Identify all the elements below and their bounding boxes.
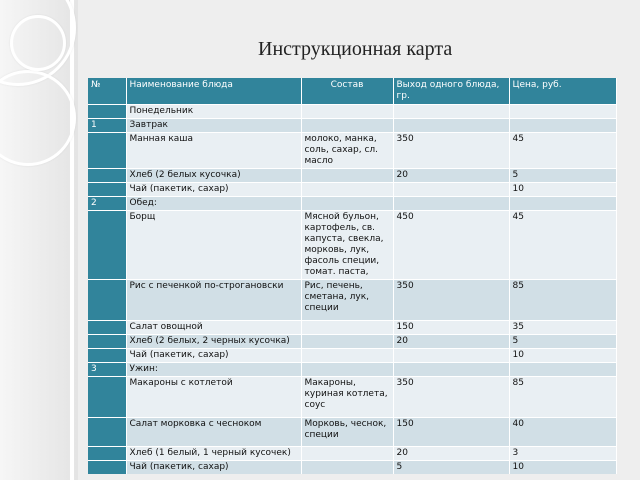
table-row xyxy=(88,461,616,475)
dish-composition: Мясной бульон, картофель, св. капуста, свекла, морковь, лук, фасоль специи, томат. паста, xyxy=(301,211,393,280)
dish-composition xyxy=(301,335,393,349)
table-row xyxy=(88,183,616,197)
dish-name: Хлеб (2 белых кусочка) xyxy=(126,169,301,183)
dish-name: Борщ xyxy=(126,211,301,280)
row-num xyxy=(88,377,126,418)
table-row xyxy=(88,280,616,321)
dish-output: 20 xyxy=(393,335,509,349)
dish-composition xyxy=(301,349,393,363)
dish-output xyxy=(393,183,509,197)
row-num xyxy=(88,418,126,447)
row-num xyxy=(88,169,126,183)
dish-composition xyxy=(301,197,393,211)
table-row xyxy=(88,197,616,211)
dish-output: 450 xyxy=(393,211,509,280)
decorative-line xyxy=(70,0,74,480)
table-row xyxy=(88,418,616,447)
dish-output: 20 xyxy=(393,169,509,183)
dish-composition xyxy=(301,363,393,377)
dish-output: 150 xyxy=(393,321,509,335)
dish-output xyxy=(393,119,509,133)
row-num xyxy=(88,133,126,169)
dish-name: Салат овощной xyxy=(126,321,301,335)
dish-price: 10 xyxy=(509,461,616,475)
dish-price: 45 xyxy=(509,211,616,280)
table-row xyxy=(88,447,616,461)
dish-composition: Морковь, чеснок, специи xyxy=(301,418,393,447)
table-row xyxy=(88,119,616,133)
dish-name: Чай (пакетик, сахар) xyxy=(126,461,301,475)
dish-price: 85 xyxy=(509,280,616,321)
table-row xyxy=(88,211,616,280)
header-composition: Состав xyxy=(301,78,393,105)
dish-name: Манная каша xyxy=(126,133,301,169)
row-num xyxy=(88,335,126,349)
table-row xyxy=(88,169,616,183)
dish-name: Рис с печенкой по-строгановски xyxy=(126,280,301,321)
header-name: Наименование блюда xyxy=(126,78,301,105)
row-num xyxy=(88,105,126,119)
dish-price: 10 xyxy=(509,183,616,197)
dish-price: 3 xyxy=(509,447,616,461)
dish-price: 10 xyxy=(509,349,616,363)
dish-output xyxy=(393,363,509,377)
dish-composition xyxy=(301,461,393,475)
row-num xyxy=(88,447,126,461)
dish-output xyxy=(393,105,509,119)
dish-price xyxy=(509,119,616,133)
header-price: Цена, руб. xyxy=(509,78,616,105)
dish-price: 5 xyxy=(509,169,616,183)
dish-composition: молоко, манка, соль, сахар, сл. масло xyxy=(301,133,393,169)
dish-output xyxy=(393,197,509,211)
dish-price: 85 xyxy=(509,377,616,418)
header-output: Выход одного блюда, гр. xyxy=(393,78,509,105)
row-num xyxy=(88,321,126,335)
header-num: № xyxy=(88,78,126,105)
dish-price xyxy=(509,363,616,377)
dish-composition xyxy=(301,183,393,197)
row-num xyxy=(88,349,126,363)
dish-composition: Рис, печень, сметана, лук, специи xyxy=(301,280,393,321)
dish-name: Салат морковка с чесноком xyxy=(126,418,301,447)
table-header-row xyxy=(88,78,616,105)
menu-table xyxy=(88,78,617,474)
dish-name: Обед: xyxy=(126,197,301,211)
row-num xyxy=(88,461,126,475)
dish-name: Понедельник xyxy=(126,105,301,119)
dish-output: 350 xyxy=(393,280,509,321)
dish-price: 45 xyxy=(509,133,616,169)
dish-composition xyxy=(301,321,393,335)
dish-composition xyxy=(301,105,393,119)
row-num xyxy=(88,183,126,197)
table-row xyxy=(88,321,616,335)
row-num: 1 xyxy=(88,119,126,133)
dish-composition xyxy=(301,447,393,461)
dish-output: 150 xyxy=(393,418,509,447)
table-row xyxy=(88,349,616,363)
table-row xyxy=(88,335,616,349)
dish-price xyxy=(509,197,616,211)
row-num xyxy=(88,211,126,280)
dish-output: 5 xyxy=(393,461,509,475)
dish-name: Чай (пакетик, сахар) xyxy=(126,183,301,197)
dish-name: Чай (пакетик, сахар) xyxy=(126,349,301,363)
page-title: Инструкционная карта xyxy=(258,38,453,60)
table-row xyxy=(88,377,616,418)
dish-price: 40 xyxy=(509,418,616,447)
dish-composition: Макароны, куриная котлета, соус xyxy=(301,377,393,418)
table-body xyxy=(88,105,616,475)
table-row xyxy=(88,363,616,377)
dish-composition xyxy=(301,119,393,133)
row-num: 3 xyxy=(88,363,126,377)
dish-composition xyxy=(301,169,393,183)
dish-price: 35 xyxy=(509,321,616,335)
decorative-ring xyxy=(10,15,66,71)
table-row xyxy=(88,133,616,169)
dish-price: 5 xyxy=(509,335,616,349)
row-num xyxy=(88,280,126,321)
dish-name: Завтрак xyxy=(126,119,301,133)
row-num: 2 xyxy=(88,197,126,211)
dish-name: Ужин: xyxy=(126,363,301,377)
table-row xyxy=(88,105,616,119)
dish-name: Хлеб (1 белый, 1 черный кусочек) xyxy=(126,447,301,461)
dish-price xyxy=(509,105,616,119)
dish-output xyxy=(393,349,509,363)
dish-output: 20 xyxy=(393,447,509,461)
dish-name: Макароны с котлетой xyxy=(126,377,301,418)
dish-output: 350 xyxy=(393,133,509,169)
dish-name: Хлеб (2 белых, 2 черных кусочка) xyxy=(126,335,301,349)
dish-output: 350 xyxy=(393,377,509,418)
